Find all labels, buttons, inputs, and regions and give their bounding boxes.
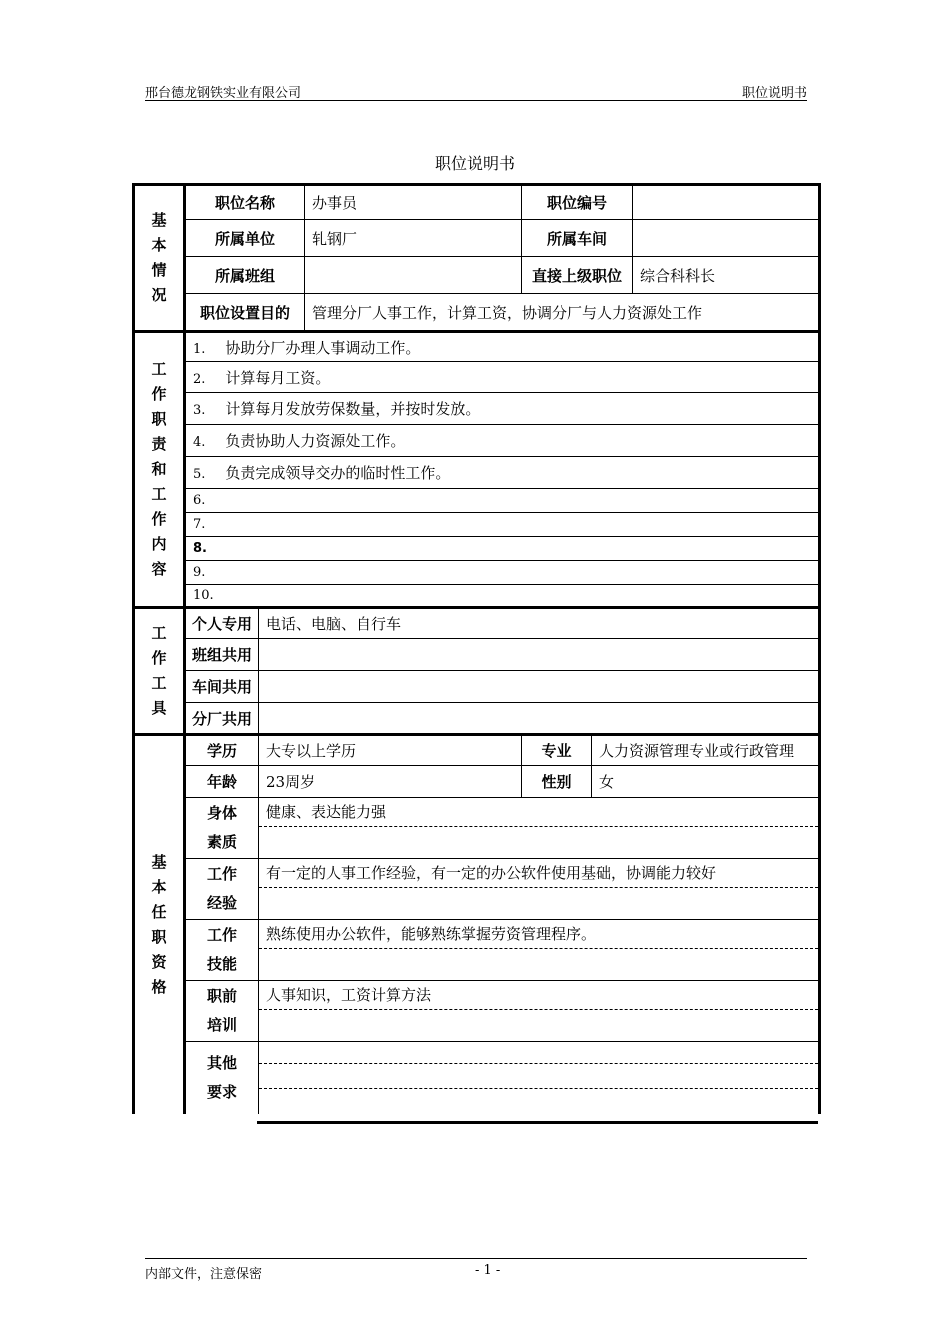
footer-confidential: 内部文件，注意保密 [145,1267,263,1282]
position-code-value [633,185,820,220]
header-doc-type: 职位说明书 [741,86,807,101]
age-value: 23周岁 [259,766,522,798]
section-tools: 工 作 工 具 [134,608,185,735]
page-header [145,82,807,101]
physical-label: 身体 素质 [185,798,259,859]
tools-workshop-label: 车间共用 [185,671,259,703]
tools-personal-label: 个人专用 [185,608,259,639]
table-bottom-border [257,1121,818,1124]
section-qualification: 基 本 任 职 资 格 [134,735,185,1114]
superior-label: 直接上级职位 [522,257,633,294]
experience-label: 工作 经验 [185,859,259,920]
job-description-table [132,183,821,1114]
duty-item: 2. 计算每月工资。 [185,362,820,393]
duty-item: 9. [185,561,820,585]
duty-item: 8. [185,537,820,561]
skills-label: 工作 技能 [185,920,259,981]
physical-value: 健康、表达能力强 [259,798,818,827]
superior-value: 综合科科长 [633,257,820,294]
duty-item: 5. 负责完成领导交办的临时性工作。 [185,457,820,489]
duty-item: 1. 协助分厂办理人事调动工作。 [185,332,820,362]
age-label: 年龄 [185,766,259,798]
duty-item: 4. 负责协助人力资源处工作。 [185,425,820,457]
document-title: 职位说明书 [434,154,515,173]
gender-label: 性别 [522,766,592,798]
position-name-label: 职位名称 [185,185,305,220]
experience-value: 有一定的人事工作经验，有一定的办公软件使用基础，协调能力较好 [259,859,818,888]
tools-plant-value [259,703,820,735]
tools-plant-label: 分厂共用 [185,703,259,735]
header-company: 邢台德龙钢铁实业有限公司 [145,86,302,101]
training-value: 人事知识，工资计算方法 [259,981,818,1010]
major-label: 专业 [522,735,592,766]
major-value: 人力资源管理专业或行政管理 [592,735,820,766]
skills-value: 熟练使用办公软件，能够熟练掌握劳资管理程序。 [259,920,818,949]
unit-value: 轧钢厂 [305,220,522,257]
section-duties: 工 作 职 责 和 工 作 内 容 [134,332,185,608]
footer-page-number: - 1 - [475,1263,501,1278]
workshop-value [633,220,820,257]
other-dashed-line [259,1064,818,1089]
training-label: 职前 培训 [185,981,259,1042]
other-label: 其他 要求 [185,1042,259,1114]
workshop-label: 所属车间 [522,220,633,257]
purpose-value: 管理分厂人事工作，计算工资，协调分厂与人力资源处工作 [305,294,820,332]
duty-item: 6. [185,489,820,513]
duty-item: 10. [185,585,820,608]
gender-value: 女 [592,766,820,798]
duty-item: 3. 计算每月发放劳保数量，并按时发放。 [185,393,820,425]
tools-team-label: 班组共用 [185,639,259,671]
other-value [259,1042,818,1064]
unit-label: 所属单位 [185,220,305,257]
page-footer [145,1258,807,1282]
tools-personal-value: 电话、电脑、自行车 [259,608,820,639]
tools-team-value [259,639,820,671]
education-value: 大专以上学历 [259,735,522,766]
purpose-label: 职位设置目的 [185,294,305,332]
tools-workshop-value [259,671,820,703]
position-name-value: 办事员 [305,185,522,220]
team-value [305,257,522,294]
education-label: 学历 [185,735,259,766]
position-code-label: 职位编号 [522,185,633,220]
section-basic-info: 基 本 情 况 [134,185,185,332]
duty-item: 7. [185,513,820,537]
team-label: 所属班组 [185,257,305,294]
